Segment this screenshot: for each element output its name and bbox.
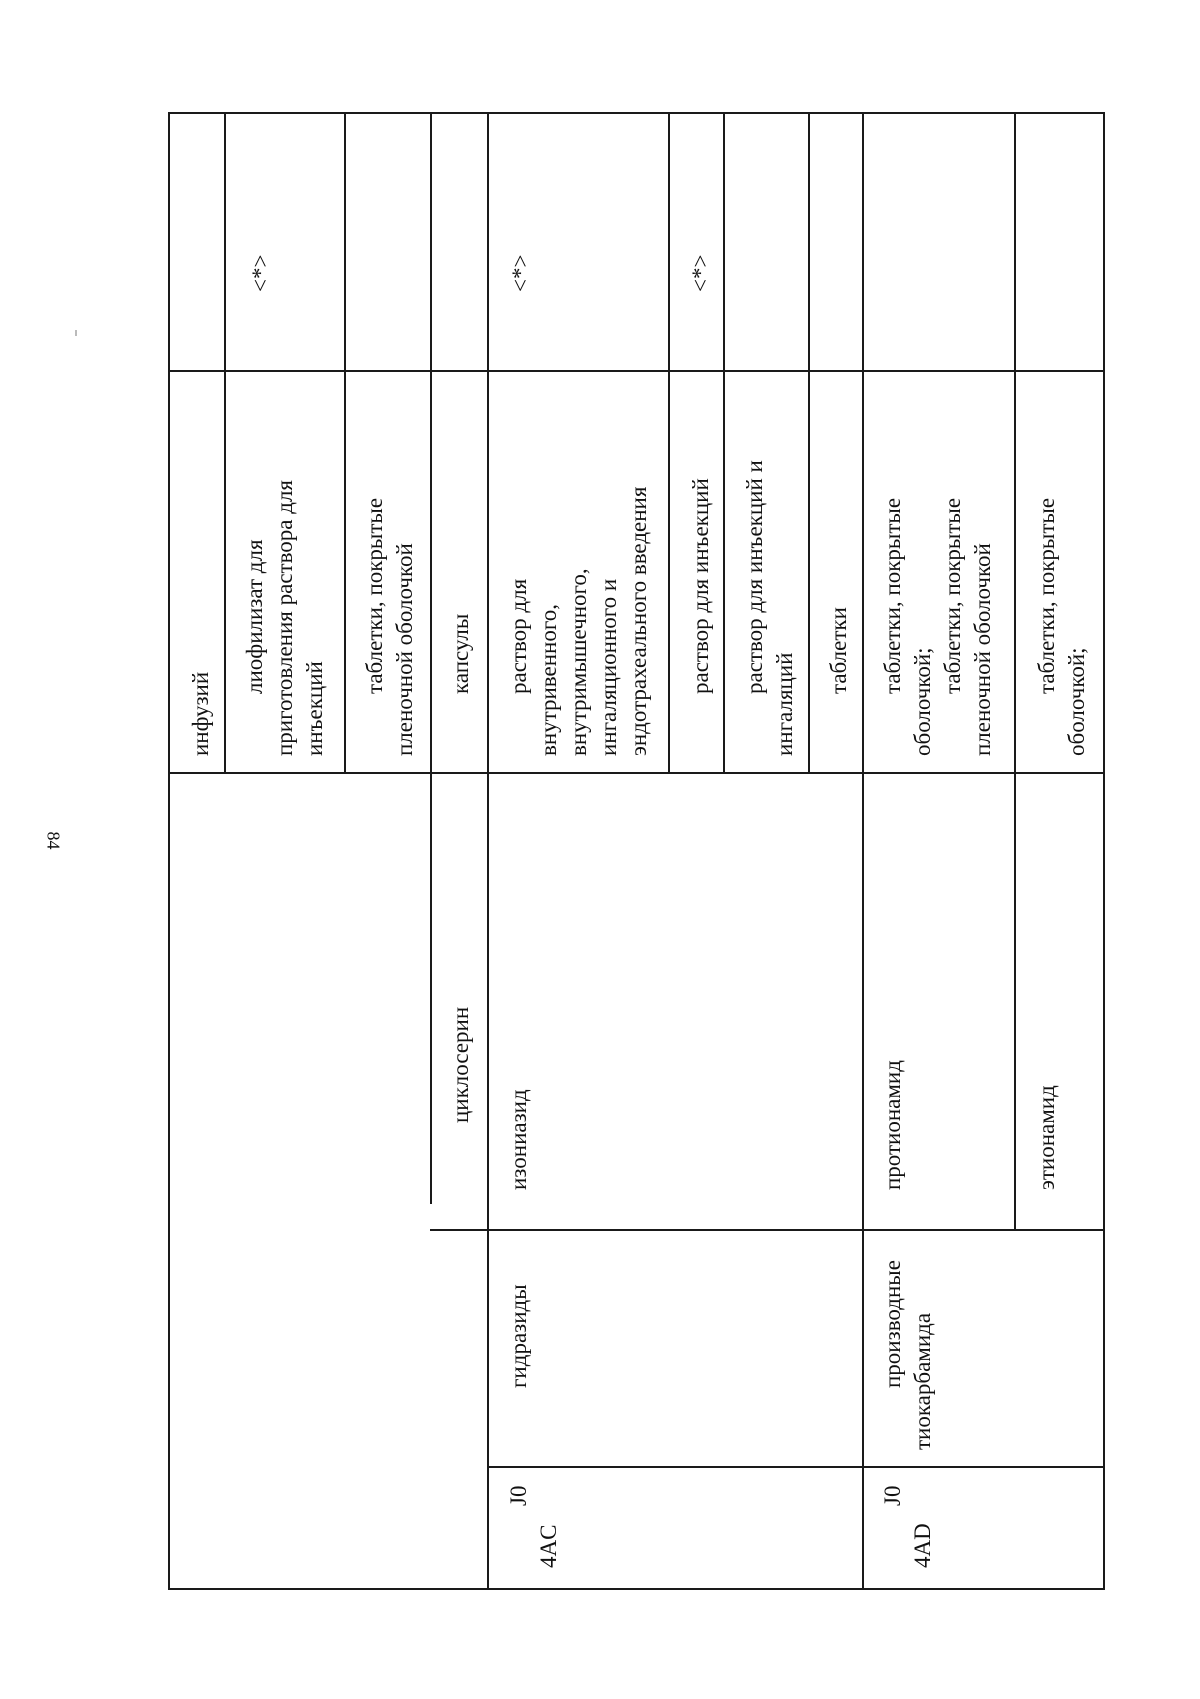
scan-mark — [75, 330, 77, 336]
group-name-cell: производные тиокарбамида — [880, 1260, 935, 1450]
dosage-form-cell: капсулы — [448, 613, 473, 694]
dosage-form-cell: раствор для внутривенного, внутримышечного, ингаляционного и эндотрахеального введения — [506, 486, 651, 756]
dosage-form-cell: инфузий — [188, 671, 213, 756]
drug-name-cell: этионамид — [1034, 1085, 1059, 1190]
dosage-form-cell: таблетки, покрытые пленочной оболочкой — [362, 497, 417, 756]
atc-code-cell: J0 4AC — [506, 1485, 561, 1568]
dosage-form-cell: раствор для инъекций и ингаляций — [742, 460, 797, 756]
drug-name-cell: изониазид — [506, 1089, 531, 1190]
dosage-form-cell: таблетки — [826, 607, 851, 694]
dosage-form-cell: лиофилизат для приготовления раствора для инъекций — [242, 480, 327, 756]
note-mark: <*> — [248, 254, 273, 292]
dosage-form-cell: таблетки, покрытые оболочкой; — [1034, 497, 1089, 756]
atc-code-cell: J0 4AD — [880, 1485, 935, 1568]
dosage-form-cell: раствор для инъекций — [688, 478, 713, 694]
group-name-cell: гидразиды — [506, 1284, 531, 1388]
drug-name-cell: протионамид — [880, 1060, 905, 1190]
note-mark: <*> — [508, 254, 533, 292]
page-number: 84 — [43, 831, 64, 850]
dosage-form-cell: таблетки, покрытые оболочкой; таблетки, покрытые пленочной оболочкой — [880, 497, 995, 756]
drug-name-cell: циклосерин — [448, 1006, 473, 1123]
note-mark: <*> — [688, 254, 713, 292]
